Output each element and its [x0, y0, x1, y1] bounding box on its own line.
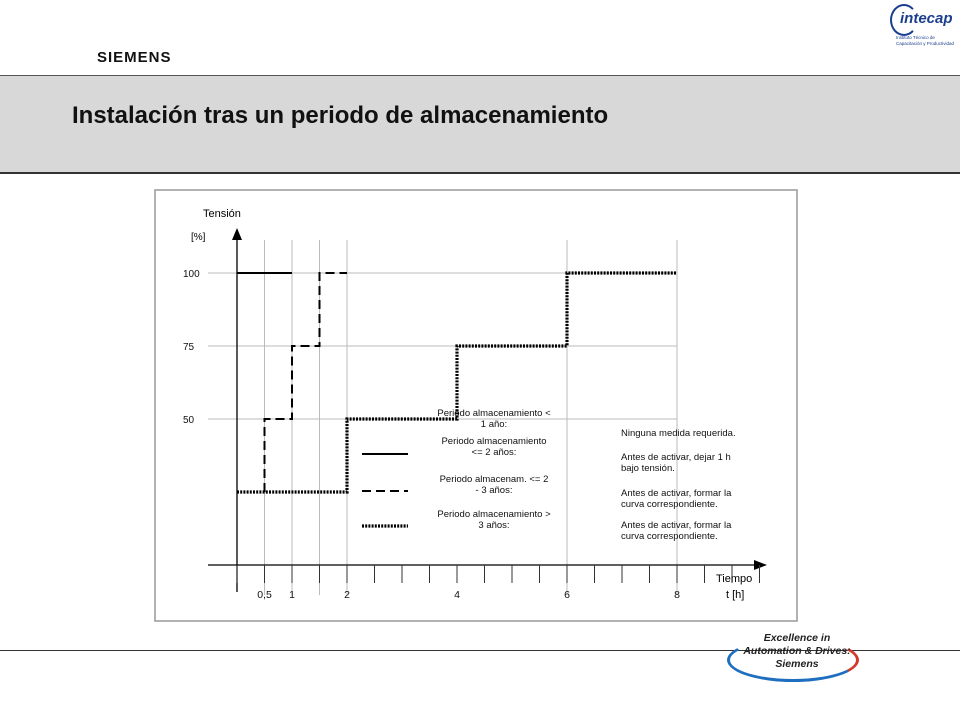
x-axis-unit: t [h]: [726, 589, 745, 601]
recommendation-note: Ninguna medida requerida.: [621, 428, 736, 439]
x-tick-label: 6: [564, 589, 570, 601]
x-tick-label: 1: [289, 589, 295, 601]
chart-frame: [155, 190, 797, 621]
y-axis-label: Tensión: [203, 208, 241, 220]
badge-line-2: Automation & Drives:: [743, 645, 851, 657]
legend-label: Periodo almacenam. <= 2: [439, 474, 549, 485]
legend-label: Periodo almacenamiento: [441, 436, 547, 447]
legend-label: 1 año:: [480, 419, 508, 430]
recommendation-note: curva correspondiente.: [621, 531, 718, 542]
recommendation-note: curva correspondiente.: [621, 499, 718, 510]
recommendation-note: Antes de activar, dejar 1 h: [621, 452, 731, 463]
x-tick-label: 8: [674, 589, 680, 601]
recommendation-note: bajo tensión.: [621, 463, 675, 474]
recommendation-note: Antes de activar, formar la: [621, 520, 732, 531]
x-tick-label: 4: [454, 589, 460, 601]
excellence-badge: [727, 628, 857, 680]
siemens-logo: SIEMENS: [97, 49, 172, 66]
badge-text: [737, 632, 857, 671]
y-tick-label: 100: [183, 269, 200, 280]
legend-label: <= 2 años:: [471, 447, 517, 458]
badge-line-3: Siemens: [775, 658, 819, 670]
y-tick-label: 75: [183, 342, 195, 353]
badge-line-1: Excellence in: [763, 632, 831, 644]
legend-label: Periodo almacenamiento <: [437, 408, 551, 419]
legend-label: 3 años:: [478, 520, 510, 531]
legend-label: - 3 años:: [475, 485, 513, 496]
x-tick-label: 2: [344, 589, 350, 601]
legend-label: Periodo almacenamiento >: [437, 509, 551, 520]
y-axis-unit: [%]: [191, 232, 206, 243]
y-tick-label: 50: [183, 415, 195, 426]
recommendation-note: Antes de activar, formar la: [621, 488, 732, 499]
x-axis-label: Tiempo: [716, 573, 753, 585]
intecap-subtitle: Instituto Técnico de Capacitación y Productividad: [896, 35, 955, 46]
page-title: Instalación tras un periodo de almacenamiento: [72, 102, 609, 129]
intecap-name: intecap: [900, 10, 953, 27]
x-tick-label: 0,5: [257, 589, 272, 601]
